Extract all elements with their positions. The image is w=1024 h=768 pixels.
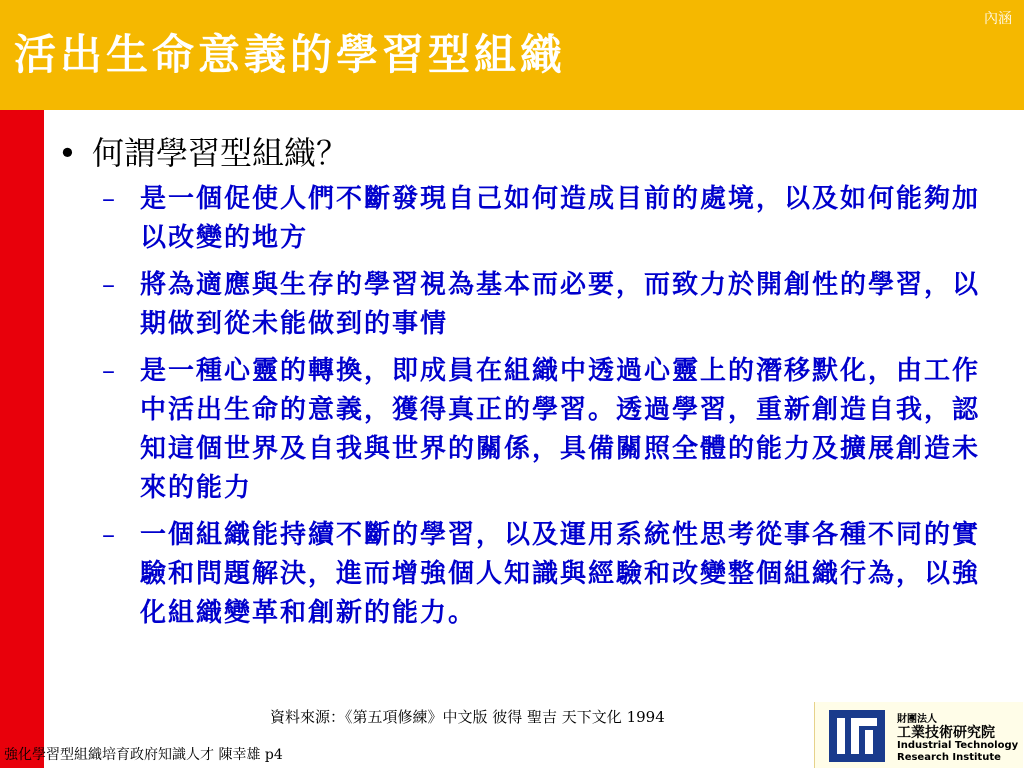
logo-english-name	[897, 740, 1018, 764]
itri-logo	[814, 702, 1023, 768]
bullet-heading: 何謂學習型組織？	[92, 134, 349, 172]
sub-bullet	[102, 516, 1003, 633]
logo-small-text: 財團法人	[897, 714, 937, 725]
sub-bullet	[102, 352, 1003, 508]
sub-bullet	[102, 266, 1003, 344]
bullet-icon: •	[58, 134, 77, 172]
sub-bullet-text: 是一個促使人們不斷發現自己如何造成目前的處境，以及如何能夠加以改變的地方	[140, 184, 981, 253]
slide-content	[58, 128, 1003, 641]
dash-icon: –	[102, 356, 115, 386]
logo-english-line: Research Institute	[897, 752, 1001, 763]
source-citation: 資料來源：《第五項修練》中文版 彼得 聖吉 天下文化 1994	[270, 708, 665, 726]
section-tag: 內涵	[984, 11, 1012, 27]
dash-icon: –	[102, 520, 115, 550]
sub-bullet-text: 一個組織能持續不斷的學習，以及運用系統性思考從事各種不同的實驗和問題解決，進而增強個人知識與經驗和改變整個組織行為，以強化組織變革和創新的能力。	[140, 520, 981, 628]
sub-bullet-text: 是一種心靈的轉換，即成員在組織中透過心靈上的潛移默化，由工作中活出生命的意義，獲得真正的學習。透過學習，重新創造自我，認知這個世界及自我與世界的關係，具備關照全體的能力及擴展創造未來的能力	[140, 356, 981, 503]
logo-english-line: Industrial Technology	[897, 740, 1019, 751]
sub-bullet	[102, 180, 1003, 258]
slide-title: 活出生命意義的學習型組織	[14, 30, 567, 79]
itri-logo-mark	[829, 710, 885, 762]
logo-chinese-name: 工業技術研究院	[897, 725, 995, 741]
dash-icon: –	[102, 270, 115, 300]
footer-text: 強化學習型組織培育政府知識人才 陳幸雄 p4	[4, 747, 283, 763]
left-accent-bar	[0, 110, 44, 768]
sub-bullet-text: 將為適應與生存的學習視為基本而必要，而致力於開創性的學習，以期做到從未能做到的事情	[140, 270, 981, 339]
dash-icon: –	[102, 184, 115, 214]
main-bullet	[58, 128, 1003, 174]
header-bar	[0, 0, 1024, 110]
